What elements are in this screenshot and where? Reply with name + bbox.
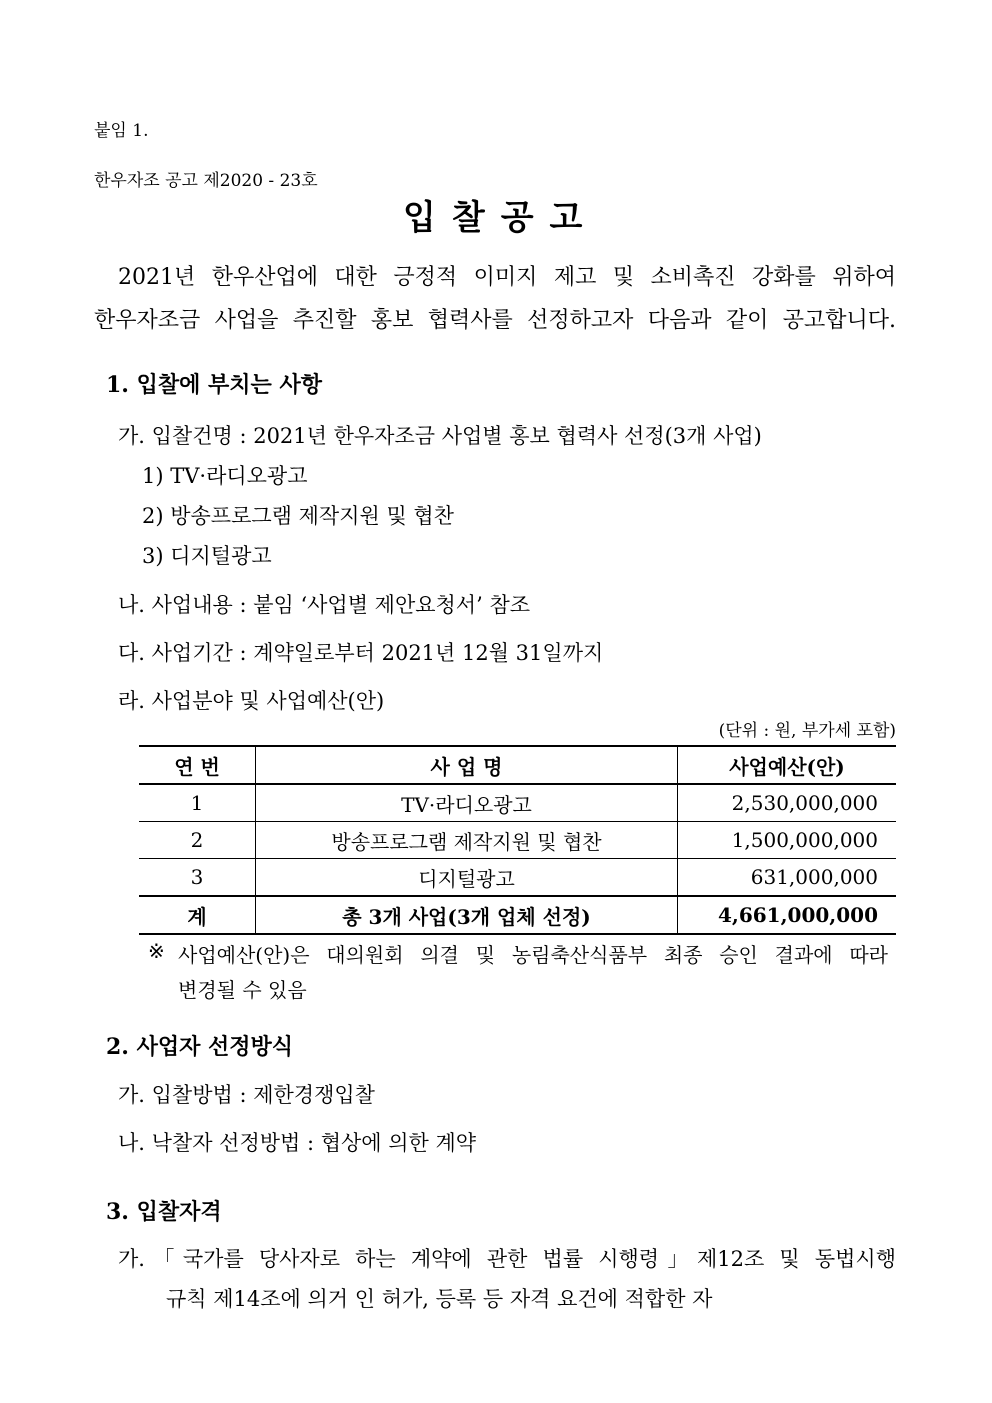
column-header-project: 사 업 명 [256, 746, 678, 784]
row-no: 2 [139, 822, 256, 859]
section-2-item-na: 나. 낙찰자 선정방법 : 협상에 의한 계약 [118, 1131, 477, 1155]
table-unit-note: (단위 : 원, 부가세 포함) [718, 721, 896, 741]
row-project: 방송프로그램 제작지원 및 협찬 [256, 822, 678, 859]
section-1-sub-2: 2) 방송프로그램 제작지원 및 협찬 [142, 504, 454, 528]
row-budget: 1,500,000,000 [678, 822, 897, 859]
section-3-item-ga-line-2: 규칙 제14조에 의거 인 허가, 등록 등 자격 요건에 적합한 자 [166, 1287, 713, 1311]
table-row [139, 859, 896, 897]
note-line-1: 사업예산(안)은 대의원회 의결 및 농림축산식품부 최종 승인 결과에 따라 [178, 943, 888, 967]
table-total-row [139, 896, 896, 934]
budget-table [139, 745, 896, 935]
intro-line-2: 한우자조금 사업을 추진할 홍보 협력사를 선정하고자 다음과 같이 공고합니다. [94, 308, 896, 333]
notice-number: 한우자조 공고 제2020 - 23호 [94, 171, 318, 191]
section-1-item-da: 다. 사업기간 : 계약일로부터 2021년 12월 31일까지 [118, 641, 604, 665]
intro-line-1: 2021년 한우산업에 대한 긍정적 이미지 제고 및 소비촉진 강화를 위하여 [118, 265, 896, 290]
note-mark: ※ [148, 939, 165, 963]
section-3-item-ga-line-1: 가.「국가를 당사자로 하는 계약에 관한 법률 시행령」제12조 및 동법시행 [118, 1247, 896, 1271]
section-3-heading: 3. 입찰자격 [106, 1199, 222, 1225]
total-budget: 4,661,000,000 [678, 896, 897, 934]
section-1-sub-1: 1) TV·라디오광고 [142, 464, 308, 488]
section-1-item-ra: 라. 사업분야 및 사업예산(안) [118, 689, 385, 713]
row-no: 1 [139, 784, 256, 822]
row-project: 디지털광고 [256, 859, 678, 897]
attachment-label: 붙임 1. [94, 121, 149, 141]
total-label: 계 [139, 896, 256, 934]
section-1-item-ga: 가. 입찰건명 : 2021년 한우자조금 사업별 홍보 협력사 선정(3개 사업) [118, 424, 762, 448]
section-1-heading: 1. 입찰에 부치는 사항 [106, 372, 322, 398]
row-budget: 631,000,000 [678, 859, 897, 897]
section-1-sub-3: 3) 디지털광고 [142, 544, 272, 568]
section-1-item-na: 나. 사업내용 : 붙임 ‘사업별 제안요청서’ 참조 [118, 593, 531, 617]
column-header-budget: 사업예산(안) [678, 746, 897, 784]
row-budget: 2,530,000,000 [678, 784, 897, 822]
section-2-item-ga: 가. 입찰방법 : 제한경쟁입찰 [118, 1083, 375, 1107]
table-row [139, 822, 896, 859]
column-header-no: 연 번 [139, 746, 256, 784]
page-title: 입찰공고 [403, 198, 599, 238]
row-no: 3 [139, 859, 256, 897]
section-2-heading: 2. 사업자 선정방식 [106, 1034, 294, 1060]
table-header-row [139, 746, 896, 784]
total-project: 총 3개 사업(3개 업체 선정) [256, 896, 678, 934]
note-line-2: 변경될 수 있음 [178, 978, 307, 1002]
row-project: TV·라디오광고 [256, 784, 678, 822]
table-row [139, 784, 896, 822]
